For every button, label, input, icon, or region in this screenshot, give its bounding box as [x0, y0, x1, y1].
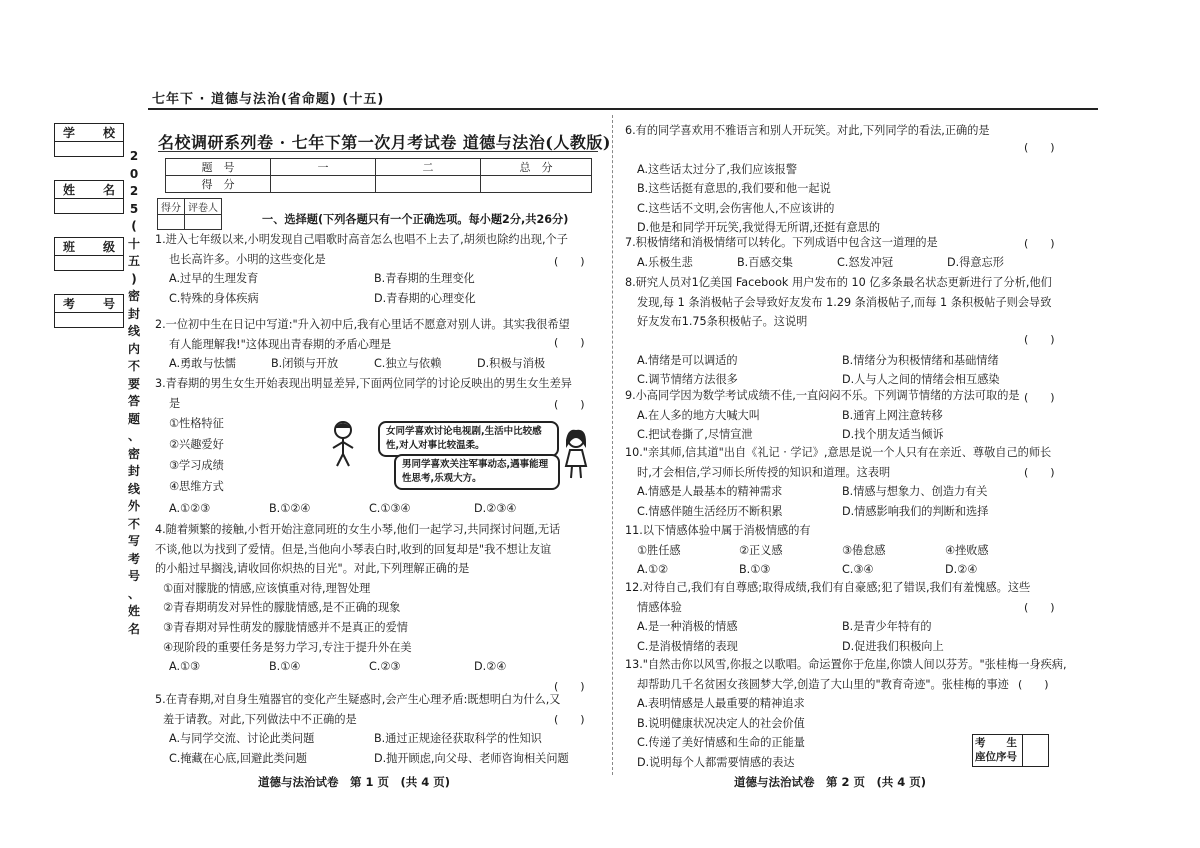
q5-option-a[interactable]: A.与同学交流、讨论此类问题 — [169, 732, 315, 746]
q8-option-b[interactable]: B.情绪分为积极情绪和基础情绪 — [842, 353, 999, 367]
q6-answer-paren[interactable]: ( ) — [1024, 141, 1055, 154]
score-row-label: 得 分 — [166, 176, 271, 193]
seat-label-1: 考 生 — [975, 737, 1017, 749]
class-label-1: 班 — [63, 240, 76, 254]
q3-option-b[interactable]: B.①②④ — [269, 502, 311, 516]
q9-stem: 9.小高同学因为数学考试成绩不佳,一直闷闷不乐。下列调节情绪的方法可取的是 — [625, 389, 1020, 402]
question-11 — [625, 521, 989, 580]
q4-item-3: ③青春期对异性萌发的朦胧情感并不是真正的爱情 — [163, 620, 408, 634]
q13-line-2: 却帮助几千名贫困女孩圆梦大学,创造了大山里的"教育奇迹"。张桂梅的事迹 — [637, 677, 1009, 691]
binding-char: 密 — [127, 289, 140, 303]
q3-item-2: ②兴趣爱好 — [169, 438, 224, 452]
binding-char: 内 — [127, 341, 140, 356]
question-2 — [155, 315, 570, 374]
q10-option-b[interactable]: B.情感与想象力、创造力有关 — [842, 485, 988, 499]
binding-char: ) — [131, 271, 137, 286]
q8-option-a[interactable]: A.情绪是可以调适的 — [637, 353, 738, 367]
q3-item-3: ③学习成绩 — [169, 459, 224, 473]
seat-number-box — [972, 734, 1049, 767]
q11-item-3: ③倦怠感 — [842, 543, 886, 557]
score-cell-total[interactable] — [481, 176, 592, 193]
girl-student-icon — [560, 428, 592, 480]
q2-line-1: 2.一位初中生在日记中写道:"升入初中后,我有心里话不愿意对别人讲。其实我很希望 — [155, 318, 570, 331]
q11-item-4: ④挫败感 — [945, 543, 989, 557]
grader-name-label: 评卷人 — [185, 199, 222, 215]
binding-line-notice — [126, 148, 142, 638]
q12-answer-paren[interactable]: ( ) — [1024, 601, 1055, 614]
name-field[interactable] — [54, 180, 124, 214]
q5-line-1: 5.在青春期,对自身生殖器官的变化产生疑惑时,会产生心理矛盾:既想明白为什么,又 — [155, 693, 561, 706]
grader-score-cell[interactable] — [158, 215, 185, 230]
score-head-label: 题 号 — [166, 159, 271, 176]
q8-line-3: 好友发布1.75条积极帖子。这说明 — [637, 315, 808, 329]
binding-char: 要 — [127, 376, 140, 391]
q9-option-d[interactable]: D.找个朋友适当倾诉 — [842, 428, 944, 442]
q1-answer-paren[interactable]: ( ) — [554, 255, 585, 268]
binding-char: 姓 — [127, 604, 140, 618]
binding-char: 线 — [127, 324, 140, 338]
q6-option-b[interactable]: B.这些话挺有意思的,我们要和他一起说 — [637, 182, 831, 196]
q12-line-2: 情感体验 — [637, 600, 682, 614]
exam-no-label-2: 号 — [102, 297, 115, 311]
question-10 — [625, 443, 1051, 521]
q3-answer-paren[interactable]: ( ) — [554, 398, 585, 411]
binding-char: 2 — [129, 184, 139, 198]
q2-option-c[interactable]: C.独立与依赖 — [374, 357, 442, 371]
grader-table — [157, 198, 222, 230]
q11-option-d[interactable]: D.②④ — [945, 563, 978, 577]
q4-option-d[interactable]: D.②④ — [474, 660, 507, 674]
question-12 — [625, 578, 1030, 656]
q1-option-a[interactable]: A.过早的生理发育 — [169, 272, 259, 286]
footer-page-2: 道德与法治试卷 第 2 页 (共 4 页) — [734, 775, 927, 789]
q13-option-a[interactable]: A.表明情感是人最重要的精神追求 — [637, 697, 805, 711]
question-1 — [155, 230, 568, 308]
q3-line-1: 3.青春期的男生女生开始表现出明显差异,下面两位同学的讨论反映出的男生女生差异 — [155, 377, 572, 390]
q10-line-2: 时,才会相信,学习师长所传授的知识和道理。这表明 — [637, 465, 891, 479]
grader-name-cell[interactable] — [185, 215, 222, 230]
section-heading: 一、选择题(下列各题只有一个正确选项。每小题2分,共26分) — [262, 213, 569, 226]
q4-line-3: 的小船过早搁浅,请收回你炽热的目光"。对此,下列理解正确的是 — [155, 562, 470, 576]
q9-answer-paren[interactable]: ( ) — [1024, 391, 1055, 404]
class-field[interactable] — [54, 237, 124, 271]
question-7 — [625, 233, 1004, 272]
q7-option-a[interactable]: A.乐极生悲 — [637, 255, 693, 269]
q11-item-1: ①胜任感 — [637, 543, 681, 557]
q4-item-4: ④现阶段的重要任务是努力学习,专注于提升外在美 — [163, 640, 412, 654]
binding-char: 五 — [127, 254, 140, 268]
q10-answer-paren[interactable]: ( ) — [1024, 466, 1055, 479]
q8-line-2: 发现,每 1 条消极帖子会导致好友发布 1.29 条消极帖子,而每 1 条积极帖子则会导致 — [637, 295, 1052, 309]
exam-no-field[interactable] — [54, 294, 124, 328]
q11-item-2: ②正义感 — [739, 543, 783, 557]
q5-option-c[interactable]: C.掩藏在心底,回避此类问题 — [169, 751, 307, 765]
q13-option-d[interactable]: D.说明每个人都需要情感的表达 — [637, 755, 795, 769]
q13-option-b[interactable]: B.说明健康状况决定人的社会价值 — [637, 716, 805, 730]
q7-option-d[interactable]: D.得意忘形 — [947, 255, 1004, 269]
binding-char: 号 — [127, 569, 140, 583]
binding-char: 2 — [129, 149, 139, 163]
binding-char: 十 — [127, 236, 140, 251]
score-head-2: 二 — [376, 159, 481, 176]
q5-option-d[interactable]: D.抛开顾虑,向父母、老师咨询相关问题 — [374, 751, 569, 765]
q13-line-1: 13."自然击你以风雪,你报之以歌唱。命运置你于危崖,你馈人间以芬芳。"张桂梅一身疾病, — [625, 658, 1067, 671]
binding-char: 不 — [127, 516, 140, 531]
binding-char: 5 — [129, 201, 139, 216]
q6-option-c[interactable]: C.这些话不文明,会伤害他人,不应该讲的 — [637, 201, 835, 215]
q12-option-c[interactable]: C.是消极情绪的表现 — [637, 639, 738, 653]
binding-char: 不 — [127, 359, 140, 373]
exam-no-label-1: 考 — [63, 297, 76, 311]
q10-option-d[interactable]: D.情感影响我们的判断和选择 — [842, 504, 989, 518]
binding-char: 、 — [127, 586, 140, 601]
q8-option-d[interactable]: D.人与人之间的情绪会相互感染 — [842, 373, 1000, 387]
q3-option-c[interactable]: C.①③④ — [369, 502, 411, 516]
q3-item-4: ④思维方式 — [169, 480, 224, 494]
q7-option-b[interactable]: B.百感交集 — [737, 255, 793, 269]
q2-answer-paren[interactable]: ( ) — [554, 336, 585, 349]
q10-option-c[interactable]: C.情感伴随生活经历不断积累 — [637, 504, 783, 518]
q4-item-2: ②青春期萌发对异性的朦胧情感,是不正确的现象 — [163, 601, 401, 615]
q4-option-a[interactable]: A.①③ — [169, 660, 201, 674]
q10-option-a[interactable]: A.情感是人最基本的精神需求 — [637, 485, 783, 499]
question-5 — [155, 690, 569, 768]
binding-char: 写 — [127, 534, 140, 548]
q12-option-d[interactable]: D.促进我们积极向上 — [842, 639, 944, 653]
column-divider — [612, 115, 613, 775]
q3-option-d[interactable]: D.②③④ — [474, 502, 517, 516]
q4-line-1: 4.随着频繁的接触,小哲开始注意同班的女生小琴,他们一起学习,共同探讨问题,无话 — [155, 523, 561, 536]
q11-option-c[interactable]: C.③④ — [842, 563, 874, 577]
question-6 — [625, 121, 990, 238]
score-table — [165, 158, 592, 193]
binding-char: 密 — [127, 446, 140, 461]
q7-stem: 7.积极情绪和消极情绪可以转化。下列成语中包含这一道理的是 — [625, 236, 938, 249]
boy-speech-bubble: 男同学喜欢关注军事动态,遇事能理性思考,乐观大方。 — [394, 454, 560, 490]
q12-option-a[interactable]: A.是一种消极的情感 — [637, 620, 738, 634]
q9-option-c[interactable]: C.把试卷撕了,尽情宣泄 — [637, 428, 753, 442]
binding-char: 封 — [127, 306, 140, 321]
score-head-1: 一 — [271, 159, 376, 176]
q11-option-b[interactable]: B.①③ — [739, 563, 771, 577]
school-label-2: 校 — [102, 126, 115, 140]
q4-answer-paren[interactable]: ( ) — [554, 680, 585, 693]
binding-char: 封 — [127, 464, 140, 478]
q4-option-b[interactable]: B.①④ — [269, 660, 301, 674]
score-cell-2[interactable] — [376, 176, 481, 193]
q6-stem: 6.有的同学喜欢用不雅语言和别人开玩笑。对此,下列同学的看法,正确的是 — [625, 124, 990, 137]
q3-option-a[interactable]: A.①②③ — [169, 502, 211, 516]
q11-option-a[interactable]: A.①② — [637, 563, 669, 577]
seat-number-cell[interactable] — [1023, 735, 1048, 766]
q13-option-c[interactable]: C.传递了美好情感和生命的正能量 — [637, 736, 805, 750]
q4-line-2: 不谈,他以为找到了爱情。但是,当他向小琴表白时,收到的回复却是"我不想让友谊 — [155, 542, 552, 556]
q5-option-b[interactable]: B.通过正规途径获取科学的性知识 — [374, 732, 542, 746]
q1-option-d[interactable]: D.青春期的心理变化 — [374, 291, 476, 305]
binding-char: 0 — [129, 166, 139, 181]
q13-answer-paren[interactable]: ( ) — [1018, 678, 1049, 691]
binding-char: 、 — [127, 429, 140, 443]
paper-header: 七年下 · 道德与法治(省命题) (十五) — [152, 92, 385, 107]
q10-line-1: 10."亲其师,信其道"出自《礼记 · 学记》,意思是说一个人只有在亲近、尊敬自己的师长 — [625, 446, 1052, 459]
q12-line-1: 12.对待自己,我们有自尊感;取得成绩,我们有自豪感;犯了错误,我们有羞愧感。这些 — [625, 581, 1031, 594]
q5-answer-paren[interactable]: ( ) — [554, 713, 585, 726]
header-rule — [148, 108, 1098, 110]
q12-option-b[interactable]: B.是青少年特有的 — [842, 620, 932, 634]
q3-line-2: 是 — [169, 396, 181, 410]
q2-option-b[interactable]: B.闭锁与开放 — [271, 357, 339, 371]
name-label-1: 姓 — [63, 183, 76, 197]
binding-char: ( — [131, 219, 137, 233]
q8-answer-paren[interactable]: ( ) — [1024, 333, 1055, 346]
q5-line-2: 羞于请教。对此,下列做法中不正确的是 — [163, 712, 357, 726]
binding-char: 外 — [127, 499, 140, 513]
q7-option-c[interactable]: C.怒发冲冠 — [837, 255, 894, 269]
q2-line-2: 有人能理解我!"这体现出青春期的矛盾心理是 — [169, 337, 392, 351]
seat-label-2: 座位序号 — [975, 751, 1017, 763]
q9-option-b[interactable]: B.通宵上网注意转移 — [842, 408, 943, 422]
class-label-2: 级 — [102, 240, 115, 254]
q7-answer-paren[interactable]: ( ) — [1024, 237, 1055, 250]
binding-char: 题 — [127, 411, 140, 426]
boy-student-icon — [328, 420, 358, 468]
question-8 — [625, 273, 1052, 390]
q2-option-d[interactable]: D.积极与消极 — [477, 357, 546, 371]
question-4 — [155, 520, 560, 677]
q8-line-1: 8.研究人员对1亿美国 Facebook 用户发布的 10 亿多条最名状态更新进行了分析,他们 — [625, 276, 1052, 289]
girl-speech-bubble: 女同学喜欢讨论电视剧,生活中比较感性,对人对事比较温柔。 — [378, 421, 559, 457]
q1-line-1: 1.进入七年级以来,小明发现自己唱歌时高音怎么也唱不上去了,胡须也除约出现,个子 — [155, 233, 568, 246]
footer-page-1: 道德与法治试卷 第 1 页 (共 4 页) — [258, 775, 451, 789]
exam-title: 名校调研系列卷 · 七年下第一次月考试卷 道德与法治(人教版) — [158, 133, 611, 152]
q2-option-a[interactable]: A.勇敢与怯懦 — [169, 357, 236, 371]
q4-option-c[interactable]: C.②③ — [369, 660, 401, 674]
binding-char: 线 — [127, 481, 140, 496]
binding-char: 名 — [127, 621, 140, 636]
name-label-2: 名 — [102, 183, 115, 197]
q11-stem: 11.以下情感体验中属于消极情感的有 — [625, 524, 811, 537]
score-cell-1[interactable] — [271, 176, 376, 193]
q4-item-1: ①面对朦胧的情感,应该慎重对待,理智处理 — [163, 581, 371, 595]
q6-option-d[interactable]: D.他是和同学开玩笑,我觉得无所谓,还挺有意思的 — [637, 221, 881, 235]
binding-char: 答 — [127, 394, 140, 408]
title-rule — [158, 151, 598, 152]
q1-option-b[interactable]: B.青春期的生理变化 — [374, 272, 475, 286]
q1-option-c[interactable]: C.特殊的身体疾病 — [169, 291, 259, 305]
school-label-1: 学 — [63, 126, 76, 140]
score-head-total: 总 分 — [481, 159, 592, 176]
q3-item-1: ①性格特征 — [169, 417, 224, 431]
q8-option-c[interactable]: C.调节情绪方法很多 — [637, 373, 738, 387]
q1-line-2: 也长高许多。小明的这些变化是 — [169, 252, 326, 266]
q9-option-a[interactable]: A.在人多的地方大喊大叫 — [637, 408, 760, 422]
q6-option-a[interactable]: A.这些话太过分了,我们应该报警 — [637, 162, 798, 176]
binding-char: 考 — [127, 551, 140, 566]
question-9 — [625, 386, 1020, 445]
school-field[interactable] — [54, 123, 124, 157]
grader-score-label: 得分 — [158, 199, 185, 215]
